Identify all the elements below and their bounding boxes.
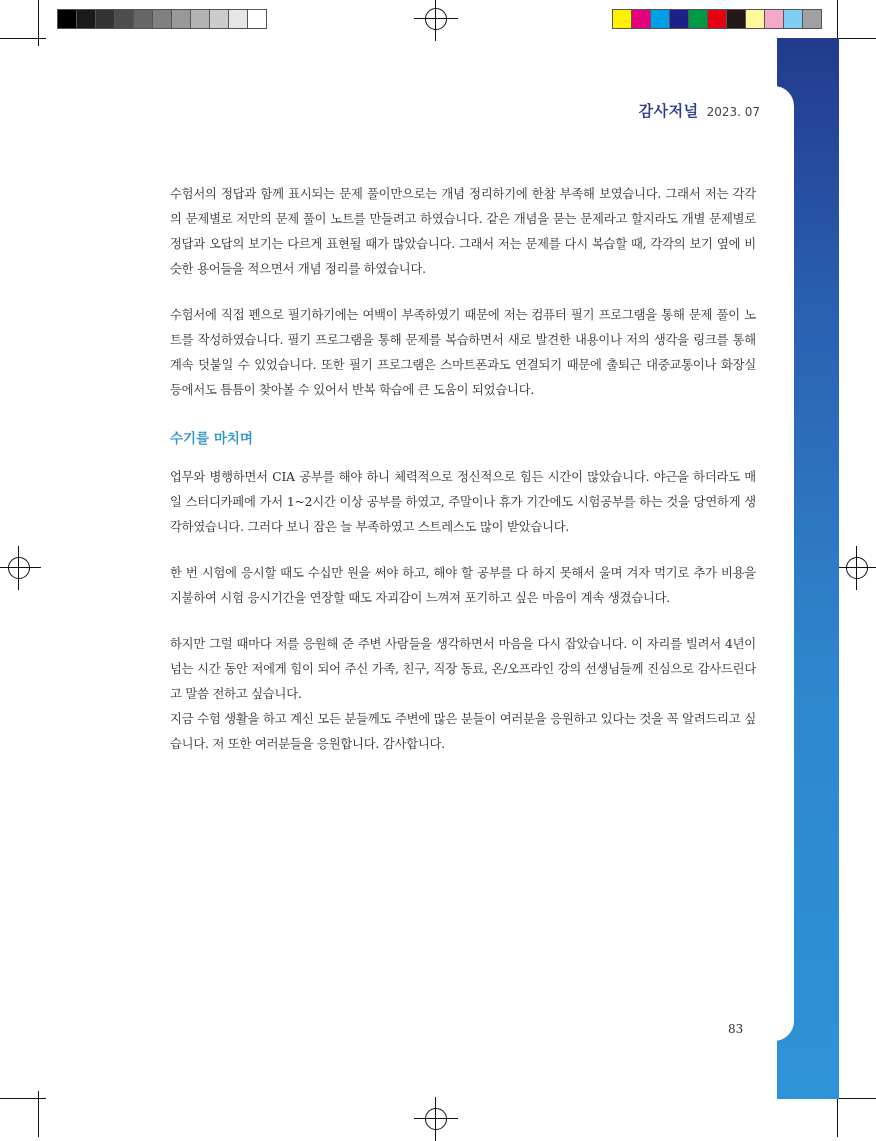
color-swatch — [77, 10, 96, 28]
page-number: 83 — [728, 1022, 744, 1036]
paragraph: 수험서의 정답과 함께 표시되는 문제 풀이만으로는 개념 정리하기에 한참 부족해 보였습니다. 그래서 저는 각각의 문제별로 저만의 문제 풀이 노트를 만들려고 하였습니다. 같은 개념을 묻는 문제라고 할지라도 개별 문제별로 정답과 오답의 보기는 다르게 표현될 때가 많았습니다. 그래서 저는 문제를 다시 복습할 때, 각각의 보기 옆에 비슷한 용어들을 적으면서 개념 정리를 하였습니다. — [170, 187, 756, 276]
color-swatch — [746, 10, 765, 28]
color-swatch — [115, 10, 134, 28]
color-swatch — [191, 10, 210, 28]
color-swatch — [708, 10, 727, 28]
registration-mark-left — [0, 546, 41, 590]
article-body — [170, 182, 756, 778]
paragraph: 업무와 병행하면서 CIA 공부를 해야 하니 체력적으로 정신적으로 힘든 시간이 많았습니다. 야근을 하더라도 매일 스터디카페에 가서 1~2시간 이상 공부를 하였고, 주말이나 휴가 기간에도 시험공부를 하는 것을 당연하게 생각하였습니다. 그러다 보니 잠은 늘 부족하였고 스트레스도 많이 받았습니다. — [170, 470, 756, 534]
color-swatch — [248, 10, 266, 28]
color-swatch — [153, 10, 172, 28]
color-swatch — [210, 10, 229, 28]
issue-date: 2023. 07 — [706, 105, 760, 119]
color-swatch — [96, 10, 115, 28]
color-swatch — [727, 10, 746, 28]
color-swatch — [613, 10, 632, 28]
running-header — [600, 100, 760, 122]
paragraph: 한 번 시험에 응시할 때도 수십만 원을 써야 하고, 해야 할 공부를 다 하지 못해서 울며 겨자 먹기로 추가 비용을 지불하여 시험 응시기간을 연장할 때도 자괴감이 느껴져 포기하고 싶은 마음이 계속 생겼습니다. — [170, 566, 756, 605]
color-swatch — [229, 10, 248, 28]
color-swatch — [58, 10, 77, 28]
crop-mark — [0, 1098, 46, 1099]
color-swatch — [765, 10, 784, 28]
color-swatch — [632, 10, 651, 28]
paragraph: 수험서에 직접 펜으로 필기하기에는 여백이 부족하였기 때문에 저는 컴퓨터 필기 프로그램을 통해 문제 풀이 노트를 작성하였습니다. 필기 프로그램을 통해 문제를 복습하면서 새로 발견한 내용이나 저의 생각을 링크를 통해 계속 덧붙일 수 있었습니다. 또한 필기 프로그램은 스마트폰과도 연결되기 때문에 출퇴근 대중교통이나 화장실 등에서도 틈틈이 찾아볼 수 있어서 반복 학습에 큰 도움이 되었습니다. — [170, 308, 756, 397]
crop-mark — [38, 0, 39, 46]
color-swatch — [689, 10, 708, 28]
crop-mark — [0, 38, 46, 39]
section-title: 수기를 마치며 — [170, 431, 253, 447]
color-swatch — [803, 10, 821, 28]
process-color-bar — [612, 9, 822, 29]
color-swatch — [134, 10, 153, 28]
color-swatch — [651, 10, 670, 28]
color-swatch — [784, 10, 803, 28]
grayscale-color-bar — [57, 9, 267, 29]
paragraph: 지금 수험 생활을 하고 계신 모든 분들께도 주변에 많은 분들이 여러분을 응원하고 있다는 것을 꼭 알려드리고 싶습니다. 저 또한 여러분들을 응원합니다. 감사합니다. — [170, 712, 756, 751]
registration-mark-right — [835, 546, 876, 590]
registration-mark-bottom — [414, 1097, 458, 1141]
side-tab-notch — [760, 86, 794, 1041]
color-swatch — [670, 10, 689, 28]
registration-mark-top — [414, 0, 458, 41]
journal-name: 감사저널 — [638, 102, 699, 120]
paragraph: 하지만 그럴 때마다 저를 응원해 준 주변 사람들을 생각하면서 마음을 다시 잡았습니다. 이 자리를 빌려서 4년이 넘는 시간 동안 저에게 힘이 되어 주신 가족, 친구, 직장 동료, 온/오프라인 강의 선생님들께 진심으로 감사드린다고 말씀 전하고 싶습니다. — [170, 637, 756, 701]
color-swatch — [172, 10, 191, 28]
